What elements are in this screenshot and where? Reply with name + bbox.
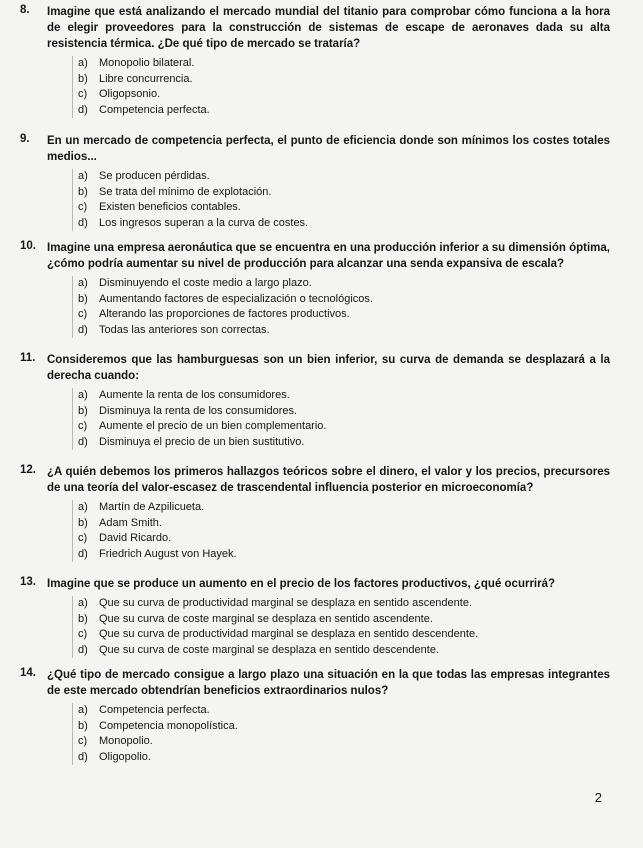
option-letter: d) <box>78 643 88 656</box>
option-text: Libre concurrencia. <box>99 72 193 85</box>
option-letter: b) <box>78 72 88 85</box>
option-d <box>78 643 610 659</box>
question-9 <box>20 133 610 231</box>
option-a <box>78 169 610 185</box>
option-letter: c) <box>78 420 88 432</box>
question-8 <box>20 4 610 118</box>
option-letter: c) <box>78 308 88 320</box>
option-text: Aumentando factores de especialización o tecnológicos. <box>99 292 373 305</box>
option-b <box>78 292 610 308</box>
option-b <box>78 185 610 201</box>
option-list <box>72 500 610 562</box>
option-text: Aumente el precio de un bien complementario. <box>99 420 327 432</box>
option-list <box>72 596 610 658</box>
question-number: 10. <box>20 240 36 252</box>
option-letter: a) <box>78 389 88 401</box>
option-letter: b) <box>78 404 88 417</box>
question-text: ¿A quién debemos los primeros hallazgos teóricos sobre el dinero, el valor y los precios, precursores de una teoría del valor-escasez de trascendental influencia posterior en microeconomía? <box>47 466 610 494</box>
option-letter: a) <box>78 597 88 609</box>
option-letter: d) <box>78 435 88 448</box>
option-letter: c) <box>78 532 88 544</box>
option-letter: c) <box>78 88 88 100</box>
option-text: Disminuyendo el coste medio a largo plazo. <box>99 277 312 289</box>
option-text: Los ingresos superan a la curva de costes. <box>99 216 309 229</box>
option-text: Competencia monopolística. <box>99 719 238 732</box>
option-letter: d) <box>78 323 88 336</box>
option-text: Competencia perfecta. <box>99 704 210 716</box>
option-text: Que su curva de coste marginal se desplaza en sentido ascendente. <box>99 612 433 625</box>
option-a <box>78 388 610 404</box>
question-text: En un mercado de competencia perfecta, el punto de eficiencia donde son mínimos los costes totales medios... <box>47 135 610 163</box>
question-text: Consideremos que las hamburguesas son un bien inferior, su curva de demanda se desplazará a la derecha cuando: <box>47 354 610 382</box>
option-text: Se producen pérdidas. <box>99 170 210 182</box>
option-letter: c) <box>78 735 88 747</box>
option-b <box>78 612 610 628</box>
option-text: Oligopsonio. <box>99 88 161 100</box>
question-number: 11. <box>20 352 36 364</box>
option-c <box>78 87 610 103</box>
question-text: Imagine que se produce un aumento en el precio de los factores productivos, ¿qué ocurrirá? <box>47 578 556 590</box>
option-b <box>78 72 610 88</box>
option-text: David Ricardo. <box>99 532 172 544</box>
option-text: Competencia perfecta. <box>99 103 210 116</box>
option-letter: d) <box>78 216 88 229</box>
option-letter: a) <box>78 57 88 69</box>
option-letter: c) <box>78 628 88 640</box>
option-text: Adam Smith. <box>99 516 162 529</box>
option-list <box>72 56 610 118</box>
option-b <box>78 404 610 420</box>
option-c <box>78 531 610 547</box>
option-c <box>78 627 610 643</box>
option-text: Existen beneficios contables. <box>99 201 241 213</box>
option-letter: d) <box>78 547 88 560</box>
option-letter: b) <box>78 719 88 732</box>
question-number: 14. <box>20 667 36 679</box>
option-a <box>78 703 610 719</box>
option-text: Friedrich August von Hayek. <box>99 547 237 560</box>
question-12 <box>20 464 610 562</box>
option-a <box>78 596 610 612</box>
option-text: Que su curva de coste marginal se desplaza en sentido descendente. <box>99 643 439 656</box>
option-d <box>78 103 610 119</box>
option-c <box>78 419 610 435</box>
option-d <box>78 750 610 766</box>
option-text: Monopolio. <box>99 735 153 747</box>
option-list <box>72 169 610 231</box>
option-text: Alterando las proporciones de factores productivos. <box>99 308 350 320</box>
page-number: 2 <box>594 790 602 805</box>
option-a <box>78 56 610 72</box>
option-letter: b) <box>78 292 88 305</box>
option-text: Que su curva de productividad marginal se desplaza en sentido ascendente. <box>99 597 473 609</box>
option-d <box>78 547 610 563</box>
question-number: 9. <box>20 133 30 145</box>
option-letter: d) <box>78 750 88 763</box>
question-11 <box>20 352 610 450</box>
question-13 <box>20 576 610 658</box>
option-text: Se trata del mínimo de explotación. <box>99 185 272 198</box>
option-letter: a) <box>78 501 88 513</box>
question-number: 12. <box>20 464 36 476</box>
option-list <box>72 703 610 765</box>
option-letter: a) <box>78 704 88 716</box>
option-text: Martín de Azpilicueta. <box>99 501 205 513</box>
option-d <box>78 323 610 339</box>
option-letter: a) <box>78 277 88 289</box>
question-14 <box>20 667 610 765</box>
option-a <box>78 500 610 516</box>
question-text: Imagine que está analizando el mercado mundial del titanio para comprobar cómo funciona a la hora de elegir proveedores para la construcción de sistemas de escape de aeronaves dada su alta resistencia térmica. ¿De qué tipo de mercado se trataría? <box>47 6 610 50</box>
option-text: Disminuya la renta de los consumidores. <box>99 404 298 417</box>
option-text: Monopolio bilateral. <box>99 57 195 69</box>
option-text: Que su curva de productividad marginal se desplaza en sentido descendente. <box>99 628 479 640</box>
option-letter: c) <box>78 201 88 213</box>
option-c <box>78 200 610 216</box>
option-a <box>78 276 610 292</box>
option-c <box>78 307 610 323</box>
option-list <box>72 276 610 338</box>
question-number: 8. <box>20 4 30 16</box>
question-number: 13. <box>20 576 36 588</box>
option-letter: d) <box>78 103 88 116</box>
option-b <box>78 719 610 735</box>
option-letter: a) <box>78 170 88 182</box>
option-text: Disminuya el precio de un bien sustitutivo. <box>99 435 305 448</box>
option-letter: b) <box>78 516 88 529</box>
option-c <box>78 734 610 750</box>
option-letter: b) <box>78 612 88 625</box>
question-text: ¿Qué tipo de mercado consigue a largo plazo una situación en la que todas las empresas integrantes de este mercado obtendrían beneficios extraordinarios nulos? <box>47 669 610 697</box>
question-10 <box>20 240 610 338</box>
option-b <box>78 516 610 532</box>
option-letter: b) <box>78 185 88 198</box>
option-d <box>78 435 610 451</box>
option-text: Oligopolio. <box>99 750 151 763</box>
question-text: Imagine una empresa aeronáutica que se encuentra en una producción inferior a su dimensión óptima, ¿cómo podría aumentar su nivel de producción para alcanzar una senda expansiva de escala? <box>47 242 610 270</box>
option-text: Aumente la renta de los consumidores. <box>99 389 290 401</box>
option-list <box>72 388 610 450</box>
option-d <box>78 216 610 232</box>
option-text: Todas las anteriores son correctas. <box>99 323 270 336</box>
